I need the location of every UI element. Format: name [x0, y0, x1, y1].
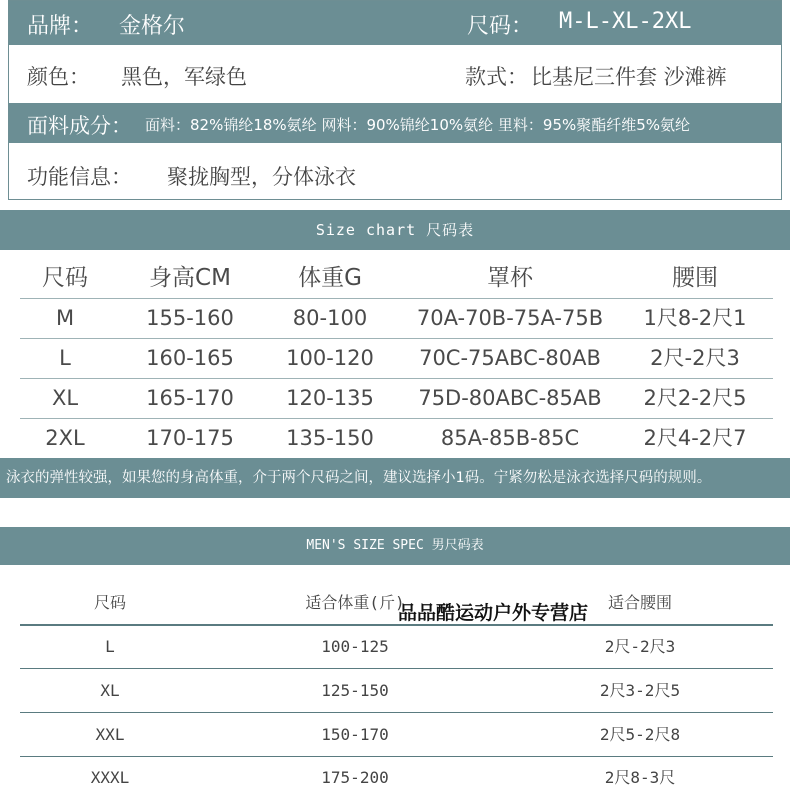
store-watermark: 品品酷运动户外专营店 — [398, 602, 589, 624]
style-label: 款式： — [465, 65, 528, 89]
color-label: 颜色： — [27, 65, 90, 89]
table-cell: 125-150 — [321, 681, 389, 700]
product-info-panel — [8, 0, 782, 200]
column-header: 体重G — [298, 265, 362, 291]
column-header: 尺码 — [42, 265, 88, 291]
table-row — [20, 714, 773, 757]
fabric-label: 面料成分： — [27, 114, 132, 138]
table-cell: XL — [100, 681, 120, 700]
table-cell: M — [55, 306, 75, 330]
table-cell: 2尺-2尺3 — [604, 637, 676, 656]
mens-chart-header: MEN'S SIZE SPEC 男尺码表 — [0, 527, 790, 565]
column-header: 适合体重(斤) — [305, 593, 405, 612]
column-header: 尺码 — [93, 593, 126, 612]
color-style-row — [9, 59, 781, 93]
sizing-advice-note: 泳衣的弹性较强，如果您的身高体重，介于两个尺码之间，建议选择小1码。宁紧勿松是泳衣选择尺码的规则。 — [0, 458, 790, 498]
table-cell: L — [105, 637, 115, 656]
color-value: 黑色，军绿色 — [121, 65, 247, 89]
table-cell: 2尺8-3尺 — [604, 768, 676, 787]
table-cell: 75D-80ABC-85AB — [418, 386, 602, 410]
table-cell: 100-125 — [321, 637, 389, 656]
column-header: 罩杯 — [487, 265, 533, 291]
mens-table-header-row — [20, 582, 773, 626]
fabric-value: 面料：82%锦纶18%氨纶 网料：90%锦纶10%氨纶 里料：95%聚酯纤维5%氨纶 — [145, 116, 691, 134]
table-cell: 100-120 — [286, 346, 374, 370]
table-cell: XXXL — [90, 768, 130, 787]
size-value: M-L-XL-2XL — [559, 9, 692, 34]
table-row — [20, 298, 773, 339]
table-cell: 85A-85B-85C — [440, 426, 580, 450]
size-label: 尺码： — [467, 14, 534, 39]
table-cell: XL — [51, 386, 79, 410]
table-cell: 135-150 — [286, 426, 374, 450]
womens-table-header-row — [20, 258, 773, 299]
table-row — [20, 378, 773, 419]
table-cell: 175-200 — [321, 768, 389, 787]
brand-value: 金格尔 — [119, 14, 186, 39]
table-cell: 120-135 — [286, 386, 374, 410]
table-row — [20, 670, 773, 713]
table-cell: 1尺8-2尺1 — [643, 306, 747, 330]
table-cell: 80-100 — [292, 306, 368, 330]
table-cell: 160-165 — [146, 346, 234, 370]
table-cell: 2尺3-2尺5 — [599, 681, 681, 700]
table-cell: 170-175 — [146, 426, 234, 450]
style-value: 比基尼三件套 沙滩裤 — [531, 65, 727, 89]
table-row — [20, 757, 773, 799]
table-cell: 2尺4-2尺7 — [643, 426, 747, 450]
info-band-top — [9, 1, 781, 45]
table-cell: 2尺-2尺3 — [650, 346, 740, 370]
table-cell: 165-170 — [146, 386, 234, 410]
function-value: 聚拢胸型，分体泳衣 — [167, 165, 356, 189]
column-header: 适合腰围 — [607, 593, 672, 612]
table-cell: 70C-75ABC-80AB — [419, 346, 601, 370]
table-cell: 150-170 — [321, 725, 389, 744]
column-header: 身高CM — [149, 265, 231, 291]
function-label: 功能信息： — [27, 165, 132, 189]
table-row — [20, 418, 773, 458]
table-cell: XXL — [95, 725, 125, 744]
table-cell: L — [59, 346, 71, 370]
table-row — [20, 626, 773, 669]
function-row — [9, 159, 781, 193]
table-cell: 155-160 — [146, 306, 234, 330]
table-cell: 70A-70B-75A-75B — [416, 306, 604, 330]
womens-chart-header: Size chart 尺码表 — [0, 210, 790, 250]
table-row — [20, 338, 773, 379]
fabric-band — [9, 103, 781, 143]
table-cell: 2尺2-2尺5 — [643, 386, 747, 410]
table-cell: 2尺5-2尺8 — [599, 725, 681, 744]
table-cell: 2XL — [45, 426, 85, 450]
brand-label: 品牌： — [27, 14, 94, 39]
column-header: 腰围 — [672, 265, 718, 291]
